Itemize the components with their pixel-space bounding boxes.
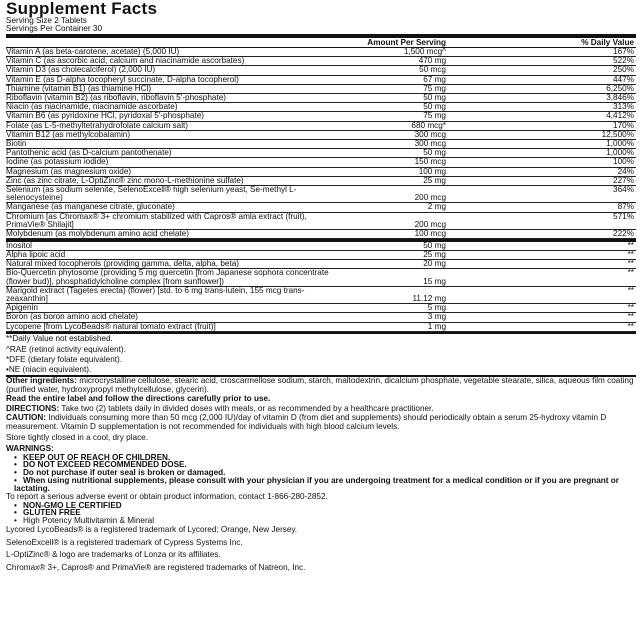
nutrient-row — [6, 242, 636, 251]
nutrient-daily-value: 1,000% — [606, 148, 634, 158]
storage-instructions: Store tightly closed in a cool, dry place. — [6, 432, 148, 442]
nutrient-name: Alpha lipoic acid — [6, 249, 66, 259]
nutrient-name: Inositol — [6, 240, 32, 250]
nutrient-amount: 20 mg — [423, 259, 446, 269]
nutrient-amount: 75 mg — [423, 83, 446, 93]
nutrient-amount: 470 mg — [418, 56, 446, 66]
nutrient-daily-value: 3,846% — [606, 93, 634, 103]
nutrient-name: Pantothenic acid (as D-calcium pantothenate) — [6, 148, 172, 158]
nutrient-name: Vitamin C (as ascorbic acid, calcium and niacinamide ascorbates) — [6, 56, 245, 66]
trademark-note: L-OptiZinc® & logo are trademarks of Lonza or its affiliates. — [6, 550, 221, 560]
nutrient-name: Chromium [as Chromax® 3+ chromium stabilized with Capros® amla extract (fruit), PrimaVie® Shilajit] — [6, 211, 307, 229]
certification-item: • NON-GMO LE CERTIFIED — [14, 502, 636, 510]
serving-size: Serving Size 2 Tablets — [6, 16, 87, 25]
nutrient-name: Boron (as boron amino acid chelate) — [6, 312, 138, 322]
nutrient-daily-value: 227% — [613, 175, 634, 185]
certification-item: • GLUTEN FREE — [14, 509, 636, 517]
nutrient-daily-value: ** — [627, 303, 634, 313]
trademark-note: SelenoExcell® is a registered trademark of Cypress Systems Inc. — [6, 537, 243, 547]
nutrient-amount: 15 mg — [423, 276, 446, 286]
nutrient-name: Vitamin E (as D-alpha tocopheryl succinate, D-alpha tocopherol) — [6, 74, 239, 84]
nutrient-name: Magnesium (as magnesium oxide) — [6, 166, 132, 176]
certification-item: • High Potency Multivitamin & Mineral — [14, 517, 636, 525]
nutrient-daily-value: 170% — [613, 120, 634, 130]
nutrient-daily-value: 447% — [613, 74, 634, 84]
nutrient-daily-value: ** — [627, 312, 634, 322]
nutrient-name: Natural mixed tocopherols (providing gamma, delta, alpha, beta) — [6, 259, 240, 269]
nutrient-row — [6, 287, 636, 304]
nutrient-amount: 200 mcg — [414, 193, 446, 203]
warnings-list — [6, 454, 636, 493]
footnote: ^RAE (retinol activity equivalent). — [6, 344, 126, 354]
nutrient-name: Lycopene [from LycoBeads® natural tomato extract (fruit)] — [6, 321, 216, 331]
amount-column-header: Amount Per Serving — [367, 38, 446, 47]
nutrient-amount: 1,500 mcg^ — [403, 47, 446, 56]
nutrient-amount: 150 mcg — [414, 157, 446, 167]
footnote: •NE (niacin equivalent). — [6, 365, 92, 375]
warning-item: • KEEP OUT OF REACH OF CHILDREN. — [14, 454, 636, 462]
nutrient-amount: 680 mcg* — [411, 120, 446, 130]
nutrient-name: Folate (as L-5-methyltetrahydrofolate calcium salt) — [6, 120, 189, 130]
nutrient-name: Apigenin — [6, 303, 38, 313]
nutrient-daily-value: ** — [627, 259, 634, 269]
nutrient-amount: 2 mg — [427, 202, 446, 212]
adverse-event-contact: To report a serious adverse event or obtain product information, contact 1-866-280-2852. — [6, 492, 328, 502]
nutrient-amount: 50 mg — [423, 102, 446, 112]
nutrient-daily-value: 1,000% — [606, 139, 634, 149]
trademark-note: Lycored LycoBeads® is a registered trademark of Lycored; Orange, New Jersey. — [6, 525, 298, 535]
nutrient-name: Riboflavin (vitamin B2) (as riboflavin, riboflavin 5'-phosphate) — [6, 93, 226, 103]
caution-label: CAUTION: — [6, 413, 47, 423]
nutrient-daily-value: 571% — [613, 211, 634, 221]
nutrient-daily-value: ** — [627, 285, 634, 295]
nutrient-amount: 1 mg — [427, 321, 446, 331]
directions-label: DIRECTIONS: — [6, 403, 60, 413]
certifications-list — [6, 502, 636, 525]
caution-text: Individuals consuming more than 50 mcg (2,000 IU)/day of vitamin D (from diet and supplements) should periodically obtain a serum 25-hydroxy vitamin D measurement. Vitamin D supplementation is not recommended for individuals with high blood calcium levels. — [6, 413, 607, 431]
nutrient-name: Zinc (as zinc citrate, L-OptiZinc® zinc mono-L-methionine sulfate) — [6, 175, 244, 185]
nutrient-row — [6, 131, 636, 140]
directions-text: Take two (2) tablets daily in divided doses with meals, or as recommended by a healthcare practitioner. — [59, 403, 434, 413]
panel-title: Supplement Facts — [6, 0, 158, 18]
nutrient-name: Niacin (as niacinamide, niacinamide ascorbate) — [6, 102, 178, 112]
nutrient-name: Thiamine (vitamin B1) (as thiamine HCl) — [6, 83, 152, 93]
nutrient-daily-value: 167% — [613, 47, 634, 56]
nutrient-table — [6, 48, 636, 239]
nutrient-daily-value: 313% — [613, 102, 634, 112]
nutrient-daily-value: 87% — [617, 202, 634, 212]
nutrient-amount: 50 mcg — [419, 65, 446, 75]
nutrient-name: Molybdenum (as molybdenum amino acid chelate) — [6, 229, 189, 239]
other-ingredient-table — [6, 242, 636, 332]
directions — [6, 405, 636, 413]
nutrient-row — [6, 323, 636, 332]
nutrient-row — [6, 269, 636, 286]
nutrient-amount: 100 mg — [418, 166, 446, 176]
nutrient-daily-value: 12,500% — [601, 129, 634, 139]
nutrient-amount: 25 mg — [423, 175, 446, 185]
nutrient-name: Vitamin D3 (as cholecalciferol) (2,000 IU) — [6, 65, 156, 75]
nutrient-daily-value: 100% — [613, 157, 634, 167]
nutrient-amount: 300 mcg — [414, 129, 446, 139]
nutrient-row — [6, 186, 636, 203]
read-label-notice: Read the entire label and follow the directions carefully prior to use. — [6, 394, 271, 404]
nutrient-name: Selenium (as sodium selenite, SelenoExcell® high selenium yeast, Se-methyl L-selenocysteine) — [6, 185, 297, 203]
warning-item: • DO NOT EXCEED RECOMMENDED DOSE. — [14, 461, 636, 469]
nutrient-amount: 100 mcg — [414, 229, 446, 239]
footnote: **Daily Value not established. — [6, 334, 113, 344]
nutrient-name: Bio-Quercetin phytosome (providing 5 mg quercetin [from Japanese sophora concentrate (flower bud)], phosphatidylcholine complex [from sunflower]) — [6, 268, 329, 286]
other-ingredients-label: Other ingredients: — [6, 376, 77, 386]
caution — [6, 414, 636, 431]
warning-item: • Do not purchase if outer seal is broken or damaged. — [14, 469, 636, 477]
nutrient-daily-value: 250% — [613, 65, 634, 75]
nutrient-amount: 25 mg — [423, 249, 446, 259]
nutrient-row — [6, 230, 636, 239]
nutrient-amount: 11.12 mg — [412, 293, 446, 303]
trademark-note: Chromax® 3+, Capros® and PrimaVie® are registered trademarks of Natreon, Inc. — [6, 562, 306, 572]
footnotes — [6, 334, 636, 375]
nutrient-amount: 50 mg — [423, 240, 446, 250]
nutrient-amount: 50 mg — [423, 93, 446, 103]
nutrient-name: Vitamin B12 (as methylcobalamin) — [6, 129, 131, 139]
nutrient-daily-value: ** — [627, 268, 634, 278]
nutrient-daily-value: 522% — [613, 56, 634, 66]
dv-column-header: % Daily Value — [581, 38, 634, 47]
nutrient-daily-value: 6,250% — [606, 83, 634, 93]
footnote: *DFE (dietary folate equivalent). — [6, 354, 123, 364]
nutrient-name: Marigold extract (Tagetes erecta) (flower) [std. to 6 mg trans-lutein, 155 mcg trans-zeaxanthin] — [6, 285, 305, 303]
nutrient-daily-value: ** — [627, 249, 634, 259]
other-ingredients-text: microcrystalline cellulose, stearic acid, croscarmellose sodium, starch, maltodextrin, dicalcium phosphate, vegetable stearate, silica, aqueous film coating (purified water, hydroxypropyl methylcellulose, glycerin). — [6, 376, 634, 394]
servings-per-container: Servings Per Container 30 — [6, 24, 103, 33]
nutrient-name: Biotin — [6, 139, 27, 149]
nutrient-name: Vitamin A (as beta-carotene, acetate) (5,000 IU) — [6, 47, 180, 56]
nutrient-daily-value: ** — [627, 240, 634, 250]
nutrient-daily-value: 24% — [617, 166, 634, 176]
nutrient-row — [6, 213, 636, 230]
warning-item: • When using nutritional supplements, please consult with your physician if you are undergoing treatment for a medical condition or if you are pregnant or lactating. — [14, 477, 636, 492]
nutrient-name: Iodine (as potassium iodide) — [6, 157, 109, 167]
nutrient-daily-value: 222% — [613, 229, 634, 239]
nutrient-amount: 3 mg — [427, 312, 446, 322]
nutrient-name: Vitamin B6 (as pyridoxine HCl, pyridoxal 5'-phosphate) — [6, 111, 205, 121]
nutrient-daily-value: 364% — [613, 185, 634, 195]
warnings-label: WARNINGS: — [6, 444, 54, 454]
nutrient-name: Manganese (as manganese citrate, gluconate) — [6, 202, 175, 212]
nutrient-amount: 50 mg — [423, 148, 446, 158]
nutrient-amount: 300 mcg — [414, 139, 446, 149]
nutrient-amount: 67 mg — [423, 74, 446, 84]
nutrient-amount: 5 mg — [427, 303, 446, 313]
nutrient-amount: 200 mcg — [414, 219, 446, 229]
nutrient-amount: 75 mg — [423, 111, 446, 121]
nutrient-daily-value: 4,412% — [606, 111, 634, 121]
other-ingredients — [6, 377, 636, 394]
nutrient-daily-value: ** — [627, 321, 634, 331]
